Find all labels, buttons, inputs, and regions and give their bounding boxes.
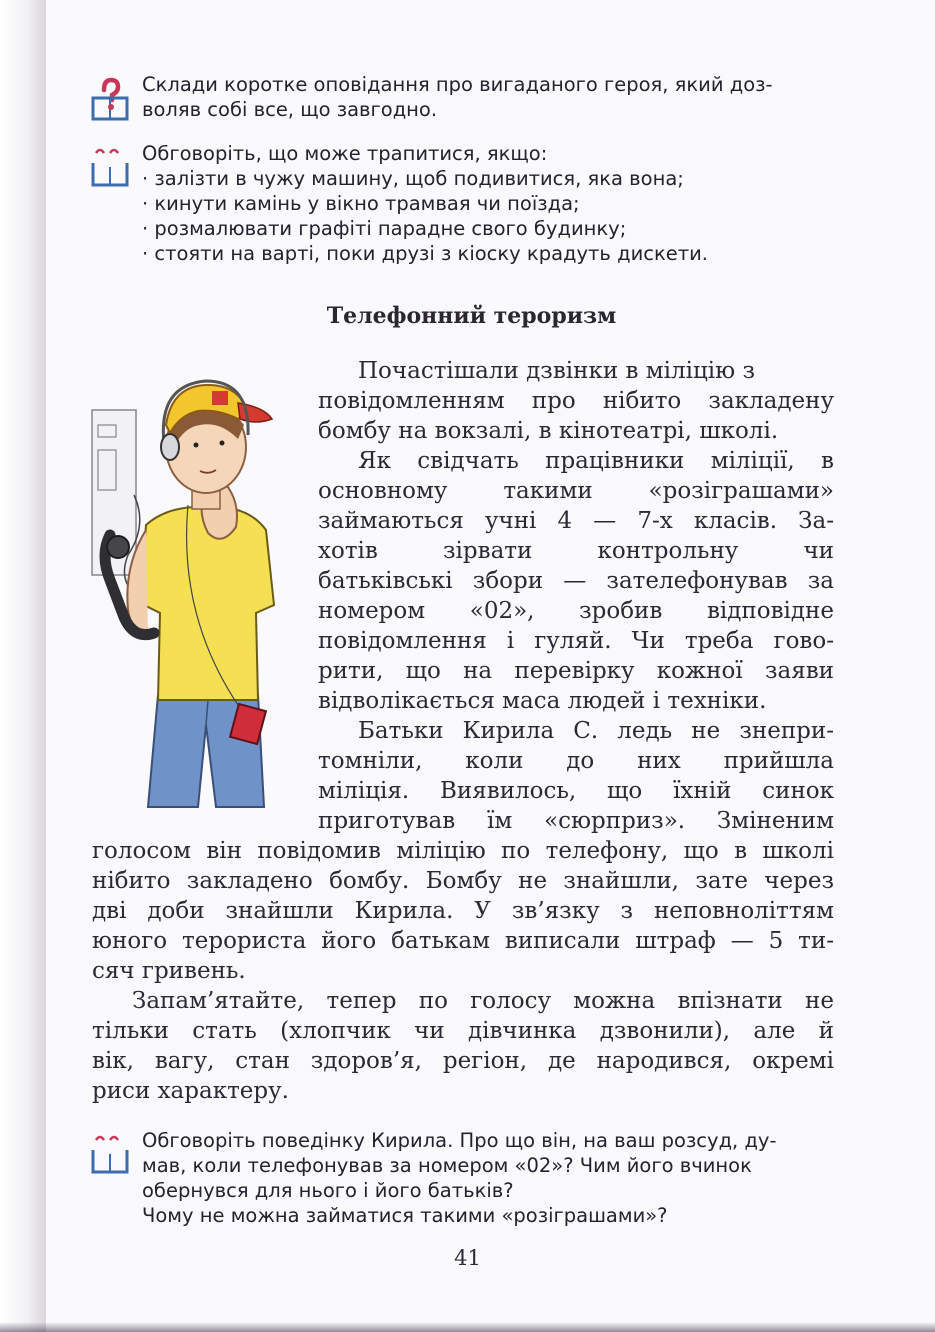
question-book-icon [90,74,130,122]
article-line: Почастішали дзвінки в міліцію з [358,358,755,384]
task-discuss-item-text: стояти на варті, поки друзі з кіоску крадуть дискети. [154,242,708,265]
task-discuss-item: · розмалювати графіті парадне свого будинку; [142,217,627,240]
discussion-book-icon [90,1130,130,1178]
article-line: номером «02», зробив відповідне [318,598,834,624]
page-number: 41 [454,1246,481,1270]
article-line: вік, вагу, стан здоров’я, регіон, де народився, окремі [92,1048,834,1074]
task-final-discussion [90,1128,850,1234]
article-line: томніли, коли до них прийшла [318,748,834,774]
article-line: дві доби знайшли Кирила. У зв’язку з неповноліттям [92,898,834,924]
page-bottom-shadow [0,1322,935,1332]
article-line: юного терориста його батькам виписали штраф — 5 ти- [92,928,834,954]
task-discuss-item-text: кинути камінь у вікно трамвая чи поїзда; [154,192,580,215]
task-discuss-item-text: розмалювати графіті парадне свого будинку; [154,217,627,240]
discussion-book-icon [90,143,130,191]
article-line: тільки стать (хлопчик чи дівчинка дзвонили), але й [92,1018,834,1044]
task-write-line: воляв собі все, що завгодно. [142,98,438,121]
article-line: Запам’ятайте, тепер по голосу можна впізнати не [132,988,834,1014]
task-write-story [90,72,850,128]
article-line: хотів зірвати контрольну чи [318,538,834,564]
article-line: займаються учні 4 — 7-х класів. За- [318,508,834,534]
article-line: приготував їм «сюрприз». Зміненим [318,808,834,834]
task-discuss-item-text: залізти в чужу машину, щоб подивитися, яка вона; [154,167,684,190]
task-discuss-item: · залізти в чужу машину, щоб подивитися, яка вона; [142,167,684,190]
article-line: риси характеру. [92,1078,289,1104]
article-line: голосом він повідомив міліцію по телефону, що в школі [92,838,834,864]
article-line: батьківські збори — зателефонував за [318,568,834,594]
article-title: Телефонний тероризм [326,303,617,329]
task-final-line: обернувся для нього і його батьків? [142,1179,514,1202]
task-discuss-item: · стояти на варті, поки друзі з кіоску крадуть дискети. [142,242,708,265]
article-line: основному такими «розіграшами» [318,478,834,504]
article-line: міліція. Виявилось, що їхній синок [318,778,834,804]
article-line: повідомленням про нібито закладену [318,388,834,414]
task-write-line: Склади коротке оповідання про вигаданого героя, який доз- [142,73,773,96]
article-line: рити, що на перевірку кожної заяви [318,658,834,684]
task-final-line: мав, коли телефонував за номером «02»? Чим його вчинок [142,1154,752,1177]
article-line: сяч гривень. [92,958,246,984]
task-discuss [90,141,850,271]
task-discuss-item: · кинути камінь у вікно трамвая чи поїзда; [142,192,580,215]
task-discuss-intro: Обговоріть, що може трапитися, якщо: [142,142,548,165]
article-line: Як свідчать працівники міліції, в [358,448,834,474]
article-line: Батьки Кирила С. ледь не знепри- [358,718,834,744]
book-gutter [0,0,46,1332]
boy-with-phone-illustration [88,355,298,810]
article-line: нібито закладено бомбу. Бомбу не знайшли, зате через [92,868,834,894]
article-line: бомбу на вокзалі, в кінотеатрі, школі. [318,418,779,444]
article-line: відволікається маса людей і техніки. [318,688,767,714]
task-final-line: Чому не можна займатися такими «розіграшами»? [142,1204,668,1227]
task-final-line: Обговоріть поведінку Кирила. Про що він, на ваш розсуд, ду- [142,1129,777,1152]
article-line: повідомлення і гуляй. Чи треба гово- [318,628,834,654]
